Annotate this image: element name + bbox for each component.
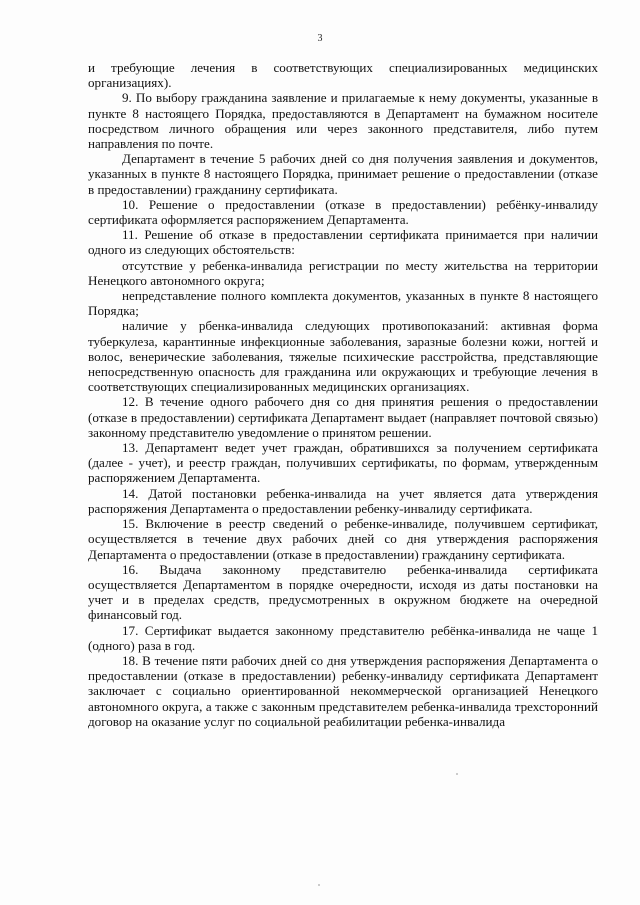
- document-body: [88, 60, 598, 729]
- paragraph-continuation: и требующие лечения в соответствующих специализированных медицинских организациях).: [88, 60, 598, 91]
- paragraph-15: 15. Включение в реестр сведений о ребенке-инвалиде, получившем сертификат, осуществляется в течение двух рабочих дней со дня утверждения распоряжения Департамента о предоставлении (отказе в предоставлении) гражданину сертификата.: [88, 516, 598, 562]
- paragraph-10: 10. Решение о предоставлении (отказе в предоставлении) ребёнку-инвалиду сертификата оформляется распоряжением Департамента.: [88, 196, 598, 228]
- paragraph-11-item-contraindications: наличие у рбенка-инвалида следующих противопоказаний: активная форма туберкулеза, карантинные инфекционные заболевания, заразные болезни кожи, ногтей и волос, венерические заболевания, тяжелые психические расстройства, представляющие непосредственную опасность для гражданина или окружающих и требующие лечения в соответствующих специализированных медицинских организациях.: [88, 318, 598, 395]
- paragraph-12: 12. В течение одного рабочего дня со дня принятия решения о предоставлении (отказе в предоставлении) сертификата Департамент выдает (направляет почтовой связью) законному представителю уведомление о принятом решении.: [88, 394, 598, 440]
- paragraph-9-decision: Департамент в течение 5 рабочих дней со дня получения заявления и документов, указанных в пункте 8 настоящего Порядка, принимает решение о предоставлении (отказе в предоставлении) гражданину сертификата.: [88, 151, 598, 197]
- page-number: 3: [317, 33, 323, 44]
- paragraph-11: 11. Решение об отказе в предоставлении сертификата принимается при наличии одного из следующих обстоятельств:: [88, 227, 598, 258]
- paragraph-11-item-documents: непредставление полного комплекта документов, указанных в пункте 8 настоящего Порядка;: [88, 288, 598, 319]
- paragraph-11-item-registration: отсутствие у ребенка-инвалида регистрации по месту жительства на территории Ненецкого автономного округа;: [88, 257, 598, 288]
- scan-speck: [318, 884, 320, 886]
- scan-speck: [456, 773, 458, 775]
- paragraph-9: 9. По выбору гражданина заявление и прилагаемые к нему документы, указанные в пункте 8 настоящего Порядка, предоставляются в Департамент на бумажном носителе посредством личного обращения или через законного представителя, либо путем направления по почте.: [88, 90, 598, 152]
- paragraph-17: 17. Сертификат выдается законному представителю ребёнка-инвалида не чаще 1 (одного) раза в год.: [88, 622, 598, 653]
- paragraph-14: 14. Датой постановки ребенка-инвалида на учет является дата утверждения распоряжения Департамента о предоставлении ребенку-инвалиду сертификата.: [88, 485, 598, 516]
- paragraph-16: 16. Выдача законному представителю ребенка-инвалида сертификата осуществляется Департаментом в порядке очередности, исходя из даты постановки на учет и в пределах средств, предусмотренных в окружном бюджете на очередной финансовый год.: [88, 561, 598, 623]
- paragraph-13: 13. Департамент ведет учет граждан, обратившихся за получением сертификата (далее - учет), и реестр граждан, получивших сертификаты, по формам, утвержденным распоряжением Департамента.: [88, 440, 598, 486]
- paragraph-18: 18. В течение пяти рабочих дней со дня утверждения распоряжения Департамента о предоставлении (отказе в предоставлении) ребенку-инвалиду сертификата Департамент заключает с социально ориентированной некоммерческой организацией Ненецкого автономного округа, а также с законным представителем ребенка-инвалида трехсторонний договор на оказание услуг по социальной реабилитации ребенка-инвалида: [88, 652, 598, 729]
